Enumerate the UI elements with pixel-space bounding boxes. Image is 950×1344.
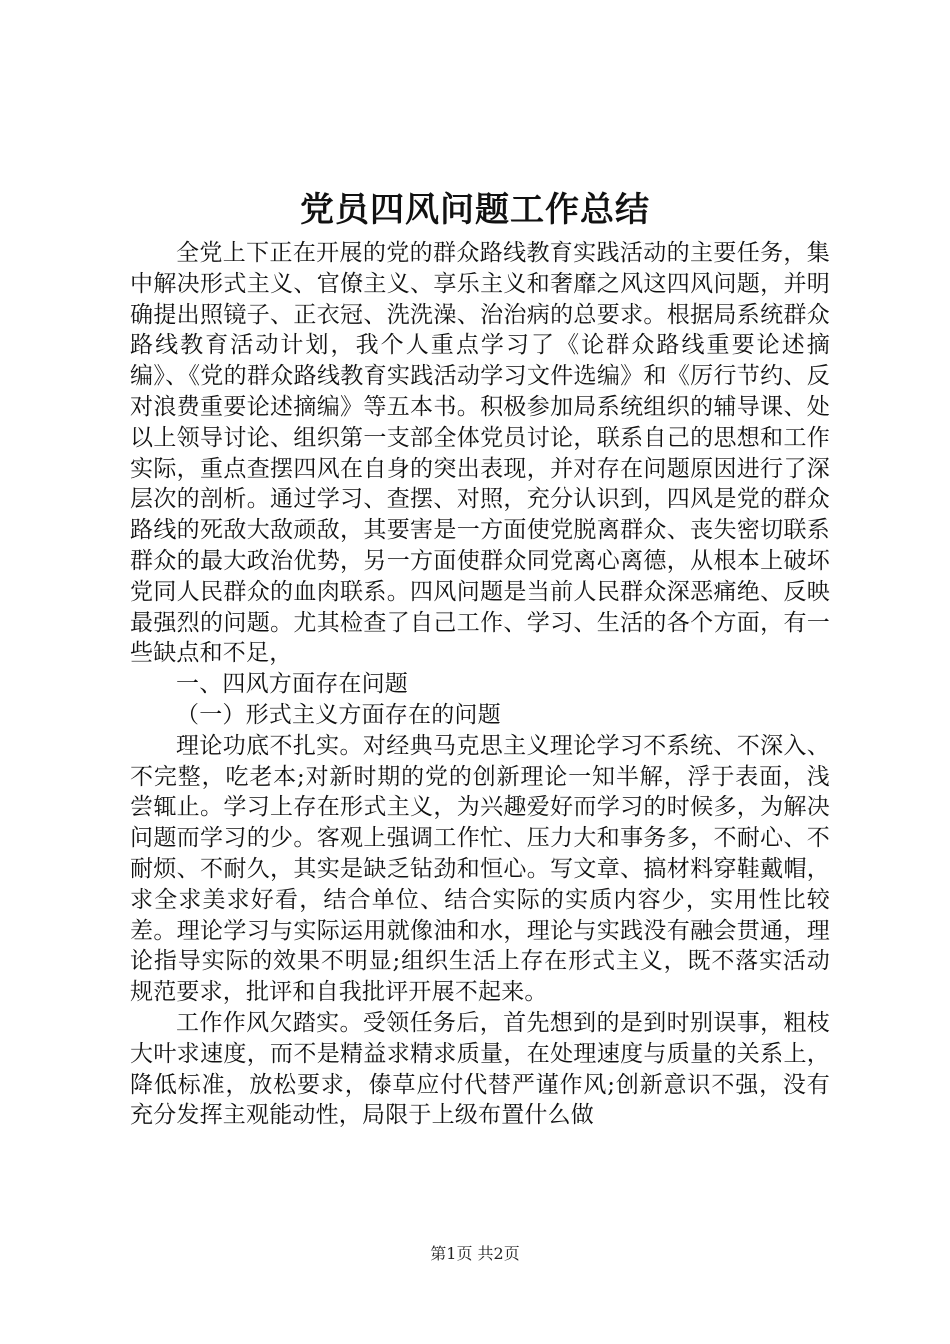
subsection-heading: （一）形式主义方面存在的问题 (176, 701, 501, 728)
document-body (130, 238, 830, 1131)
paragraph-work-style: 工作作风欠踏实。受领任务后，首先想到的是到时别误事，粗枝大叶求速度，而不是精益求精求质量，在处理速度与质量的关系上，降低标准，放松要求，傣草应付代替严谨作风;创新意识不强，没有充分发挥主观能动性，局限于上级布置什么做 (130, 1009, 830, 1129)
paragraph-intro: 全党上下正在开展的党的群众路线教育实践活动的主要任务，集中解决形式主义、官僚主义、享乐主义和奢靡之风这四风问题，并明确提出照镜子、正衣冠、洗洗澡、治治病的总要求。根据局系统群众路线教育活动计划，我个人重点学习了《论群众路线重要论述摘编》、《党的群众路线教育实践活动学习文件选编》和《厉行节约、反对浪费重要论述摘编》等五本书。积极参加局系统组织的辅导课、处以上领导讨论、组织第一支部全体党员讨论，联系自己的思想和工作实际，重点查摆四风在自身的突出表现，并对存在问题原因进行了深层次的剖析。通过学习、查摆、对照，充分认识到，四风是党的群众路线的死敌大敌顽敌，其要害是一方面使党脱离群众、丧失密切联系群众的最大政治优势，另一方面使群众同党离心离德，从根本上破坏党同人民群众的血肉联系。四风问题是当前人民群众深恶痛绝、反映最强烈的问题。尤其检查了自己工作、学习、生活的各个方面，有一些缺点和不足， (130, 240, 830, 667)
page-number: 第1页 共2页 (430, 1244, 520, 1263)
section-heading: 一、四风方面存在问题 (176, 671, 408, 698)
document-title: 党员四风问题工作总结 (300, 190, 650, 230)
paragraph-theory: 理论功底不扎实。对经典马克思主义理论学习不系统、不深入、不完整，吃老本;对新时期的党的创新理论一知半解，浮于表面，浅尝辄止。学习上存在形式主义，为兴趣爱好而学习的时候多，为解决问题而学习的少。客观上强调工作忙、压力大和事务多，不耐心、不耐烦、不耐久，其实是缺乏钻劲和恒心。写文章、搞材料穿鞋戴帽，求全求美求好看，结合单位、结合实际的实质内容少，实用性比较差。理论学习与实际运用就像油和水，理论与实践没有融会贯通，理论指导实际的效果不明显;组织生活上存在形式主义，既不落实活动规范要求，批评和自我批评开展不起来。 (130, 732, 830, 1006)
